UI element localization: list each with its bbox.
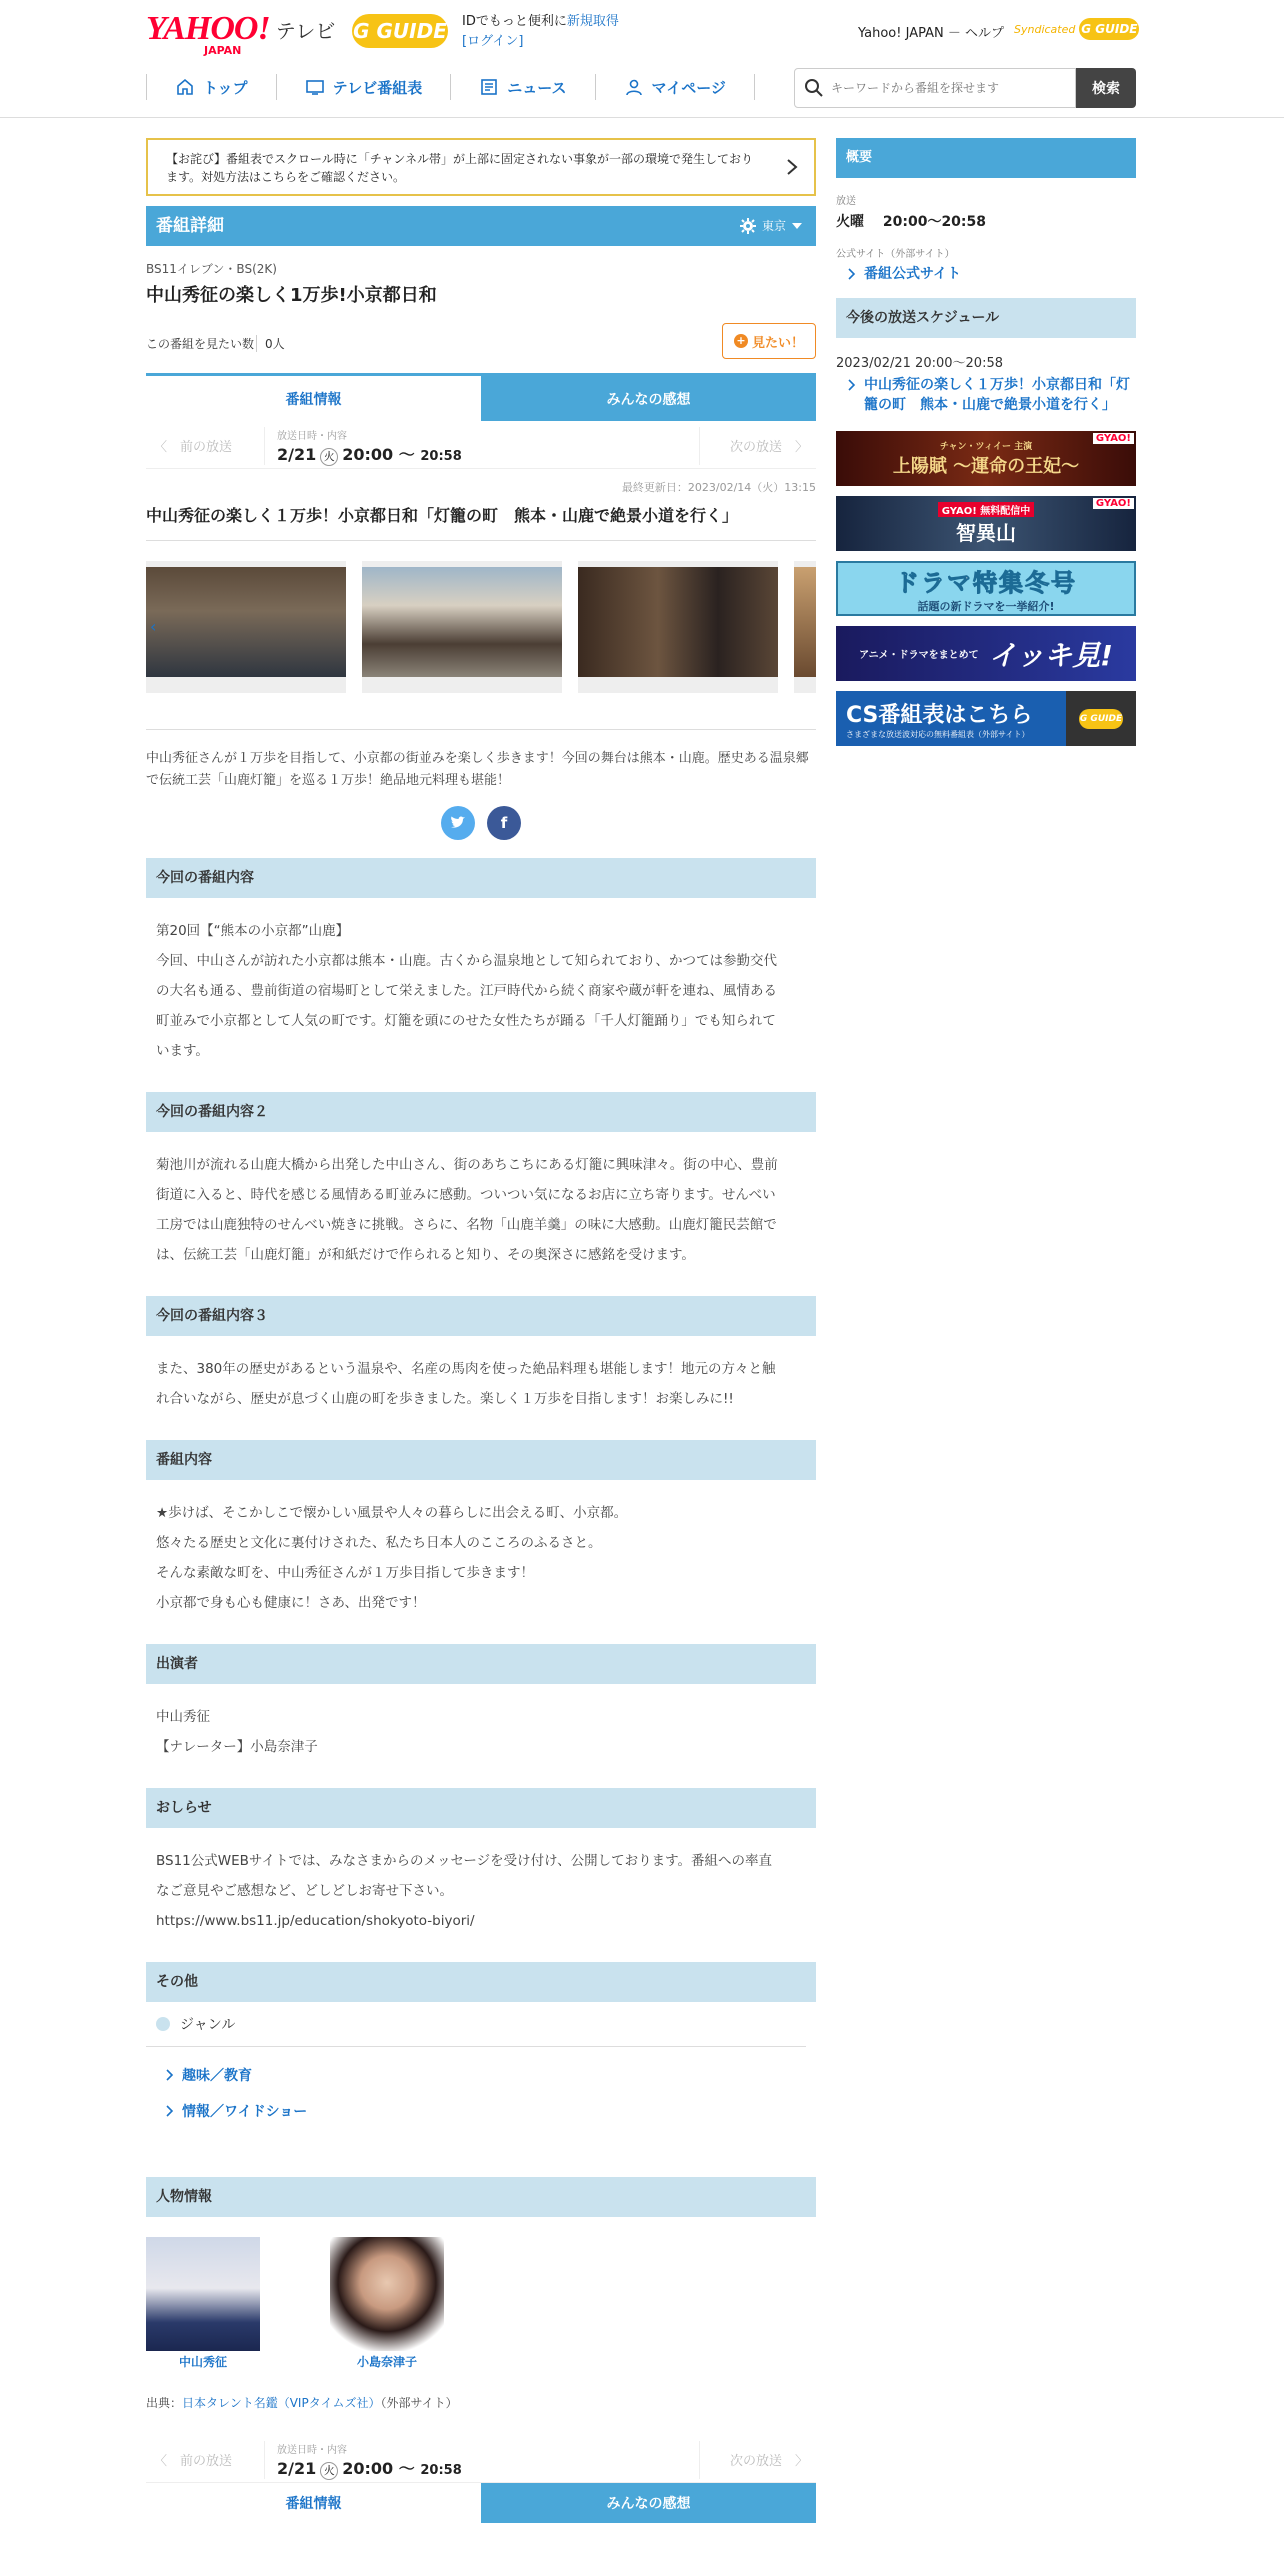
banner-sub: アニメ・ドラマをまとめて	[859, 650, 979, 661]
bullet-icon	[156, 2017, 170, 2031]
cast-line: 【ナレーター】小島奈津子	[156, 1739, 318, 1755]
detail-tabs	[146, 373, 816, 421]
person-name: 小島奈津子	[356, 2355, 417, 2369]
content-3-line: れ合いながら、歴史が息づく山鹿の町を歩きました。楽しく１万歩を目指します！お楽しみに!!	[156, 1391, 734, 1407]
nav-top[interactable]	[146, 74, 276, 100]
gguide-badge-text: G GUIDE	[1079, 709, 1123, 729]
source-credit	[146, 2394, 816, 2411]
banner-text: ドラマ特集冬号	[895, 569, 1077, 597]
want-row	[146, 323, 816, 359]
prev-airing-label: 前の放送	[180, 2454, 233, 2469]
banner-text: イッキ見!	[988, 638, 1113, 672]
next-airing-label: 次の放送	[729, 2454, 782, 2469]
episode-title: 中山秀征の楽しく１万歩！小京都日和「灯籠の町 熊本・山鹿で絶景小道を行く」	[146, 503, 816, 541]
news-line: BS11公式WEBサイトでは、みなさまからのメッセージを受け付け、公開しております。番組への率直	[156, 1853, 773, 1869]
banner-jirisan[interactable]	[836, 496, 1136, 551]
home-icon	[175, 77, 195, 97]
gear-icon	[740, 218, 756, 234]
banner-shanghai[interactable]	[836, 431, 1136, 486]
gyao-tag: GYAO!	[1093, 498, 1134, 509]
content-2-line: は、伝統工芸「山鹿灯籠」が和紙だけで作られると知り、その奥深さに感銘を受けます。	[156, 1247, 695, 1263]
program-line: 悠々たる歴史と文化に裏付けされた、私たち日本人のこころのふるさと。	[156, 1535, 602, 1551]
prev-airing-label: 前の放送	[180, 440, 233, 455]
gallery-thumb[interactable]	[146, 561, 346, 693]
nav-news-label: ニュース	[507, 78, 567, 97]
banner-drama-winter[interactable]	[836, 561, 1136, 616]
yahoo-tv-logo[interactable]	[146, 10, 336, 57]
episode-description: 中山秀征さんが１万歩を目指して、小京都の街並みを楽しく歩きます！今回の舞台は熊本・山鹿。歴史ある温泉郷で伝統工芸「山鹿灯籠」を巡る１万歩！絶品地元料理も堪能！	[146, 729, 816, 792]
logo-japan-text: JAPAN	[204, 44, 242, 57]
section-content-3-head: 今回の番組内容３	[146, 1296, 816, 1336]
airing-end: 20:58	[420, 449, 462, 464]
program-line: そんな素敵な町を、中山秀征さんが１万歩目指して歩きます！	[156, 1565, 534, 1581]
airing-start: 20:00	[342, 445, 394, 464]
genre-link-hobby[interactable]	[146, 2057, 816, 2093]
want-count-label: この番組を見たい数	[146, 337, 255, 351]
banner-sub: さまざまな放送波対応の無料番組表（外部サイト）	[846, 729, 1030, 739]
next-airing-button[interactable]: 次の放送 〉	[729, 440, 808, 455]
gyao-tag: GYAO!	[1093, 433, 1134, 444]
section-content-1-body	[146, 898, 816, 1074]
content-1-line: います。	[156, 1043, 209, 1059]
genre-link-label: 情報／ワイドショー	[182, 2104, 308, 2120]
channel-name: BS11イレブン・BS(2K)	[146, 262, 277, 276]
help-link[interactable]: ヘルプ	[965, 26, 1005, 41]
caret-down-icon	[792, 222, 802, 230]
overview-head: 概要	[836, 138, 1136, 178]
broadcast-hours: 20:00～20:58	[882, 214, 987, 230]
header-links: Yahoo! JAPAN － ヘルプ	[858, 26, 1005, 41]
nav-mypage[interactable]	[595, 74, 755, 100]
chevron-right-icon	[166, 2069, 174, 2081]
banner-text: 上陽賦 〜運命の王妃〜	[892, 456, 1080, 477]
tab-program-info[interactable]: 番組情報	[146, 376, 481, 421]
banner-ikkimi[interactable]	[836, 626, 1136, 681]
search-input[interactable]	[794, 68, 1076, 108]
gallery-thumb[interactable]	[362, 561, 562, 693]
airing-divider	[699, 2441, 700, 2479]
notice-box[interactable]	[146, 138, 816, 196]
login-prompt: IDでもっと便利に	[462, 14, 567, 29]
banner-sub: 話題の新ドラマを一挙紹介!	[917, 600, 1055, 613]
airing-tilde: 〜	[398, 2459, 415, 2478]
content-1-line: 町並みで小京都として人気の町です。灯籠を頭にのせた女性たちが踊る「千人灯籠踊り」でも知られて	[156, 1013, 776, 1029]
want-count: 0人	[256, 335, 285, 352]
search-button[interactable]: 検索	[1076, 68, 1136, 108]
next-airing-button[interactable]: 次の放送 〉	[729, 2454, 808, 2469]
program-detail-title: 番組詳細	[156, 216, 224, 236]
schedule-head: 今後の放送スケジュール	[836, 298, 1136, 338]
area-label: 東京	[761, 219, 786, 233]
program-line: 小京都で身も心も健康に！さあ、出発です！	[156, 1595, 426, 1611]
person-name: 中山秀征	[178, 2355, 227, 2369]
broadcast-time	[836, 211, 1136, 231]
twitter-share-button[interactable]	[441, 806, 475, 840]
section-content-3-body	[146, 1336, 816, 1422]
section-news-head: おしらせ	[146, 1788, 816, 1828]
source-suffix: （外部サイト）	[380, 2396, 458, 2410]
person-photo	[146, 2237, 260, 2351]
content-1-line: 今回、中山さんが訪れた小京都は熊本・山鹿。古くから温泉地として知られており、かつては参勤交代	[156, 953, 777, 969]
section-program-body	[146, 1480, 816, 1626]
section-people-head: 人物情報	[146, 2177, 816, 2217]
search-icon	[804, 78, 824, 98]
section-content-1-head: 今回の番組内容	[146, 858, 816, 898]
news-icon	[479, 77, 499, 97]
prev-airing-button[interactable]: 〈 前の放送	[154, 2454, 233, 2469]
plus-icon: +	[734, 334, 748, 348]
area-selector[interactable]	[740, 206, 802, 246]
schedule-date: 2023/02/21 20:00～20:58	[836, 356, 1003, 371]
nav-tv-guide[interactable]	[276, 74, 451, 100]
site-header	[0, 0, 1284, 118]
airing-dow: 火	[320, 448, 338, 466]
airing-dow: 火	[320, 2462, 338, 2480]
syndicated-badge[interactable]	[1014, 18, 1139, 40]
notice-line-2: ます。対処方法はこちらをご確認ください。	[166, 170, 406, 184]
banner-text: CS番組表はこちら	[846, 702, 1033, 728]
twitter-icon	[450, 816, 466, 830]
chevron-right-icon	[166, 2105, 174, 2117]
logo-yahoo-text: YAHOO!	[146, 10, 270, 47]
chevron-right-icon	[786, 158, 798, 176]
airing-bar-bottom	[146, 2435, 816, 2483]
airing-label: 放送日時・内容	[277, 431, 347, 442]
syndicated-gguide-logo: G GUIDE	[1079, 18, 1139, 40]
source-prefix: 出典：	[146, 2396, 183, 2410]
register-link[interactable]: 新規取得	[566, 14, 619, 29]
gallery-image	[362, 567, 562, 677]
content-2-line: 街道に入ると、時代を感じる風情ある町並みに感動。ついつい気になるお店に立ち寄ります。せんべい	[156, 1187, 776, 1203]
next-airing-label: 次の放送	[729, 440, 782, 455]
banner-sub: チャン・ツィイー 主演	[939, 442, 1033, 452]
banner-text: 智異山	[956, 520, 1016, 545]
tab-program-info[interactable]: 番組情報	[146, 2483, 481, 2523]
user-icon	[624, 77, 644, 97]
content-1-line: の大名も通る、豊前街道の宿場町として栄えました。江戸時代から続く商家や蔵が軒を連ね、風情ある	[156, 983, 777, 999]
cast-line: 中山秀征	[156, 1709, 210, 1725]
program-detail-header	[146, 206, 816, 246]
airing-end: 20:58	[420, 2463, 462, 2478]
detail-tabs-bottom	[146, 2483, 816, 2523]
person-card[interactable]	[330, 2237, 444, 2370]
section-content-2-body	[146, 1132, 816, 1278]
airing-divider	[699, 427, 700, 465]
broadcast-day: 火曜	[836, 214, 864, 230]
airing-label: 放送日時・内容	[277, 2445, 347, 2456]
gallery-image	[146, 567, 346, 677]
gallery-image	[578, 567, 778, 677]
genre-link-info[interactable]	[146, 2093, 816, 2129]
source-link[interactable]: 日本タレント名鑑（VIPタイムズ社）	[182, 2396, 381, 2410]
sidebar	[836, 138, 1136, 746]
section-cast-head: 出演者	[146, 1644, 816, 1684]
person-card[interactable]	[146, 2237, 260, 2370]
news-line: なご意見やご感想など、どしどしお寄せ下さい。	[156, 1883, 453, 1899]
gallery-thumb[interactable]	[794, 561, 816, 693]
program-title: 中山秀征の楽しく1万歩!小京都日和	[146, 285, 437, 306]
facebook-icon: f	[500, 814, 508, 832]
airing-start: 20:00	[342, 2459, 394, 2478]
nav-mypage-label: マイページ	[651, 78, 726, 97]
main-nav	[146, 68, 755, 106]
gallery-thumb[interactable]	[578, 561, 778, 693]
gguide-badge	[1066, 691, 1136, 746]
tab-impressions[interactable]: みんなの感想	[481, 376, 816, 421]
airing-datetime	[264, 2441, 462, 2479]
last-updated: 最終更新日：2023/02/14（火）13:15	[621, 481, 816, 494]
broadcast-label: 放送	[836, 196, 856, 207]
airing-date: 2/21	[277, 445, 317, 464]
nav-top-label: トップ	[203, 78, 248, 97]
genre-row	[146, 2002, 806, 2047]
banner-cs-guide[interactable]	[836, 691, 1136, 746]
genre-link-label: 趣味／教育	[182, 2068, 252, 2084]
airing-tilde: 〜	[398, 445, 415, 464]
tv-icon	[305, 77, 325, 97]
gguide-text: G GUIDE	[353, 19, 447, 43]
gallery-prev-icon[interactable]: ‹	[150, 617, 157, 636]
login-link[interactable]: [ログイン]	[462, 34, 524, 49]
main-column	[146, 138, 816, 2523]
section-program-head: 番組内容	[146, 1440, 816, 1480]
chevron-right-icon	[848, 268, 856, 280]
login-box	[462, 12, 619, 52]
schedule-link[interactable]	[836, 375, 1136, 415]
section-news-body	[146, 1828, 816, 1944]
program-line: ★歩けば、そこかしこで懐かしい風景や人々の暮らしに出会える町、小京都。	[156, 1505, 628, 1521]
content-2-line: 工房では山鹿独特のせんべい焼きに挑戦。さらに、名物「山鹿羊羹」の味に大感動。山鹿灯籠民芸館で	[156, 1217, 777, 1233]
image-gallery	[146, 551, 816, 703]
news-url[interactable]: https://www.bs11.jp/education/shokyoto-biyori/	[156, 1913, 475, 1929]
yahoo-japan-link[interactable]: Yahoo! JAPAN	[858, 26, 944, 41]
facebook-share-button[interactable]	[487, 806, 521, 840]
content-3-line: また、380年の歴史があるという温泉や、名産の馬肉を使った絶品料理も堪能します！地元の方々と触	[156, 1361, 776, 1377]
gguide-logo[interactable]	[352, 14, 448, 48]
banner-sub: GYAO! 無料配信中	[938, 502, 1035, 517]
content-2-line: 菊池川が流れる山鹿大橋から出発した中山さん、街のあちこちにある灯籠に興味津々。街の中心、豊前	[156, 1157, 778, 1173]
nav-news[interactable]	[450, 74, 594, 100]
schedule-link-label: 中山秀征の楽しく１万歩！小京都日和「灯籠の町 熊本・山鹿で絶景小道を行く」	[864, 377, 1130, 413]
search-bar	[794, 68, 1136, 108]
prev-airing-button[interactable]: 〈 前の放送	[154, 440, 233, 455]
person-photo	[330, 2237, 444, 2351]
airing-bar	[146, 421, 816, 469]
airing-date: 2/21	[277, 2459, 317, 2478]
share-buttons	[146, 806, 816, 840]
want-button-label: 見たい！	[751, 335, 804, 351]
logo-tv-text: テレビ	[275, 19, 336, 43]
section-cast-body	[146, 1684, 816, 1770]
tab-impressions[interactable]: みんなの感想	[481, 2483, 816, 2523]
content-1-line: 第20回【“熊本の小京都”山鹿】	[156, 923, 350, 939]
gallery-image	[794, 567, 816, 677]
section-other-head: その他	[146, 1962, 816, 2002]
official-site-link[interactable]	[836, 264, 1136, 284]
notice-line-1: 【お詫び】番組表でスクロール時に「チャンネル帯」が上部に固定されない事象が一部の環境で発生しており	[166, 152, 754, 166]
want-button[interactable]	[722, 323, 816, 359]
chevron-right-icon	[848, 379, 856, 391]
people-list	[146, 2217, 816, 2370]
nav-tv-guide-label: テレビ番組表	[332, 78, 423, 97]
genre-label: ジャンル	[180, 2017, 236, 2033]
official-site-label: 番組公式サイト	[864, 266, 962, 282]
syndicated-text: Syndicated	[1014, 22, 1076, 36]
airing-datetime	[264, 427, 462, 465]
section-content-2-head: 今回の番組内容２	[146, 1092, 816, 1132]
official-label: 公式サイト（外部サイト）	[836, 249, 955, 260]
